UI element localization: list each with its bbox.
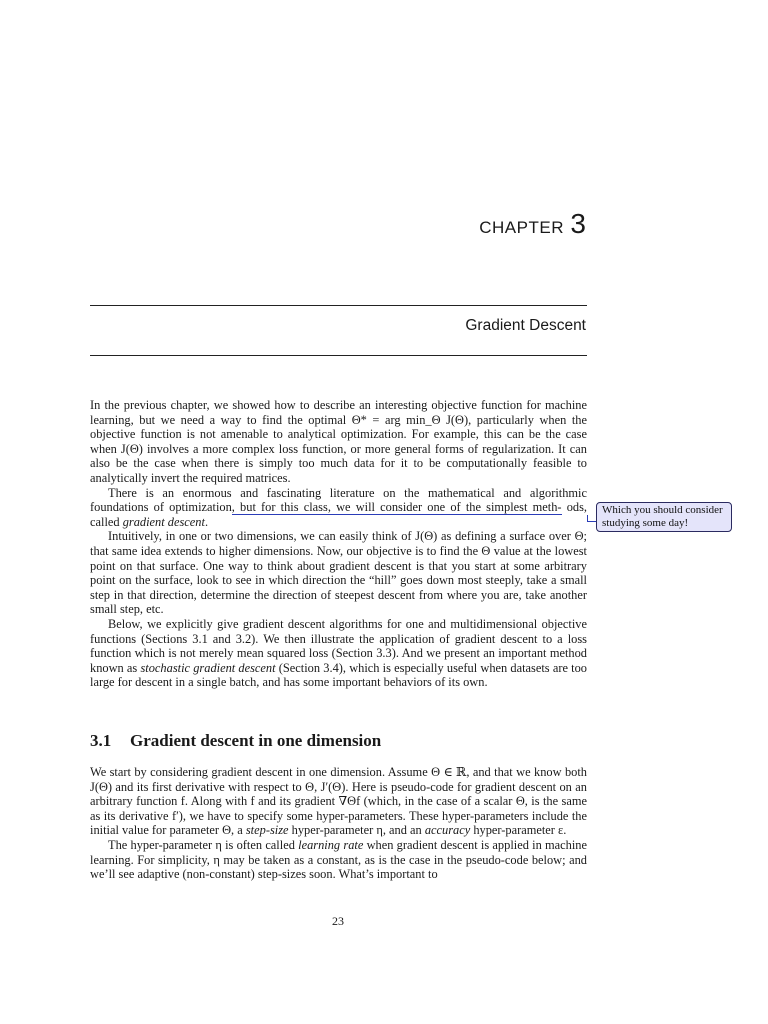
intro-paragraph-2 (90, 486, 587, 530)
margin-note[interactable]: Which you should consider studying some day! (596, 502, 732, 532)
section-paragraph-2 (90, 838, 587, 882)
intro-paragraph-3: Intuitively, in one or two dimensions, we can easily think of J(Θ) as defining a surface over Θ; that same idea extends to higher dimensions. Now, our objective is to find the Θ value at the lowest point on that surface. One way to think about gradient descent is that you start at some arbitrary point on the surface, look to see in which direction the “hill” goes down most steeply, take a small step in that direction, determine the direction of steepest descent from where you are, take another small step, etc. (90, 529, 587, 617)
section-paragraph-1 (90, 765, 587, 838)
section-p2-a: The hyper-parameter η is often called (108, 837, 299, 852)
intro-paragraph-1: In the previous chapter, we showed how to describe an interesting objective function for machine learning, but we need a way to find the optimal Θ* = arg min_Θ J(Θ), particularly when the objective function is not amenable to analytical optimization. For example, this can be the case when J(Θ) involves a more complex loss function, or more general forms of regularization. It can also be the case when there is simply too much data for it to be computationally feasible to analytically invert the required matrices. (90, 398, 587, 485)
section-title: Gradient descent in one dimension (130, 731, 382, 750)
chapter-number: 3 (570, 208, 586, 239)
intro-p4-after: (Section 3.4), which is especially useful when datasets are too large for descent in a single batch, and has some important behaviors of its own. (90, 660, 587, 690)
term-sgd: stochastic gradient descent (140, 660, 276, 675)
term-learning-rate: learning rate (298, 837, 364, 852)
title-rule-bottom (90, 355, 587, 356)
annotated-highlight[interactable]: , but for this class, we will consider one of the simplest meth- (231, 500, 562, 515)
note-connector-horizontal (587, 521, 596, 522)
section-p2-b: when gradient descent is applied in machine learning. For simplicity, η may be taken as a constant, as is the case in the pseudo-code below; and we’ll see adaptive (non-constant) step-sizes soon. What’s important to (90, 837, 587, 882)
page-number: 23 (332, 914, 344, 928)
term-step-size: step-size (245, 823, 289, 838)
section-p1-a: We start by considering gradient descent in one dimension. Assume Θ ∈ ℝ, and that we know both J(Θ) and its first derivative with respect to Θ, J′(Θ). Here is pseudo-code for gradient descent on an arbitrary function f. Along with f and its gradient ∇Θf (which, in the case of a scalar Θ, is the same as its derivative f′), we have to specify some hyper-parameters. These hyper-parameters include the initial value for parameter Θ, a (90, 765, 587, 838)
section-p1-c: hyper-parameter ε. (470, 823, 567, 838)
section-heading (90, 731, 587, 751)
intro-p4-before: Below, we explicitly give gradient descent algorithms for one and multidimensional objective functions (Sections 3.1 and 3.2). We then illustrate the application of gradient descent to a loss function which is not merely mean squared loss (Section 3.3). And we present an important method known as (90, 616, 587, 675)
section-text (90, 765, 587, 882)
term-gradient-descent: gradient descent (122, 514, 205, 529)
term-accuracy: accuracy (424, 823, 471, 838)
intro-text (90, 398, 587, 690)
section-p1-b: hyper-parameter η, and an (288, 823, 425, 838)
chapter-title: Gradient Descent (465, 317, 586, 334)
intro-p2-before: There is an enormous and fascinating literature on the mathematical and algorithmic foundations of optimization (90, 485, 587, 515)
intro-paragraph-4 (90, 617, 587, 690)
intro-p2-end: . (204, 514, 209, 529)
title-rule-top (90, 305, 587, 306)
chapter-label: CHAPTER (479, 218, 564, 237)
intro-p2-after: ods, called (90, 500, 587, 529)
chapter-heading (479, 210, 586, 238)
section-number: 3.1 (90, 731, 112, 750)
